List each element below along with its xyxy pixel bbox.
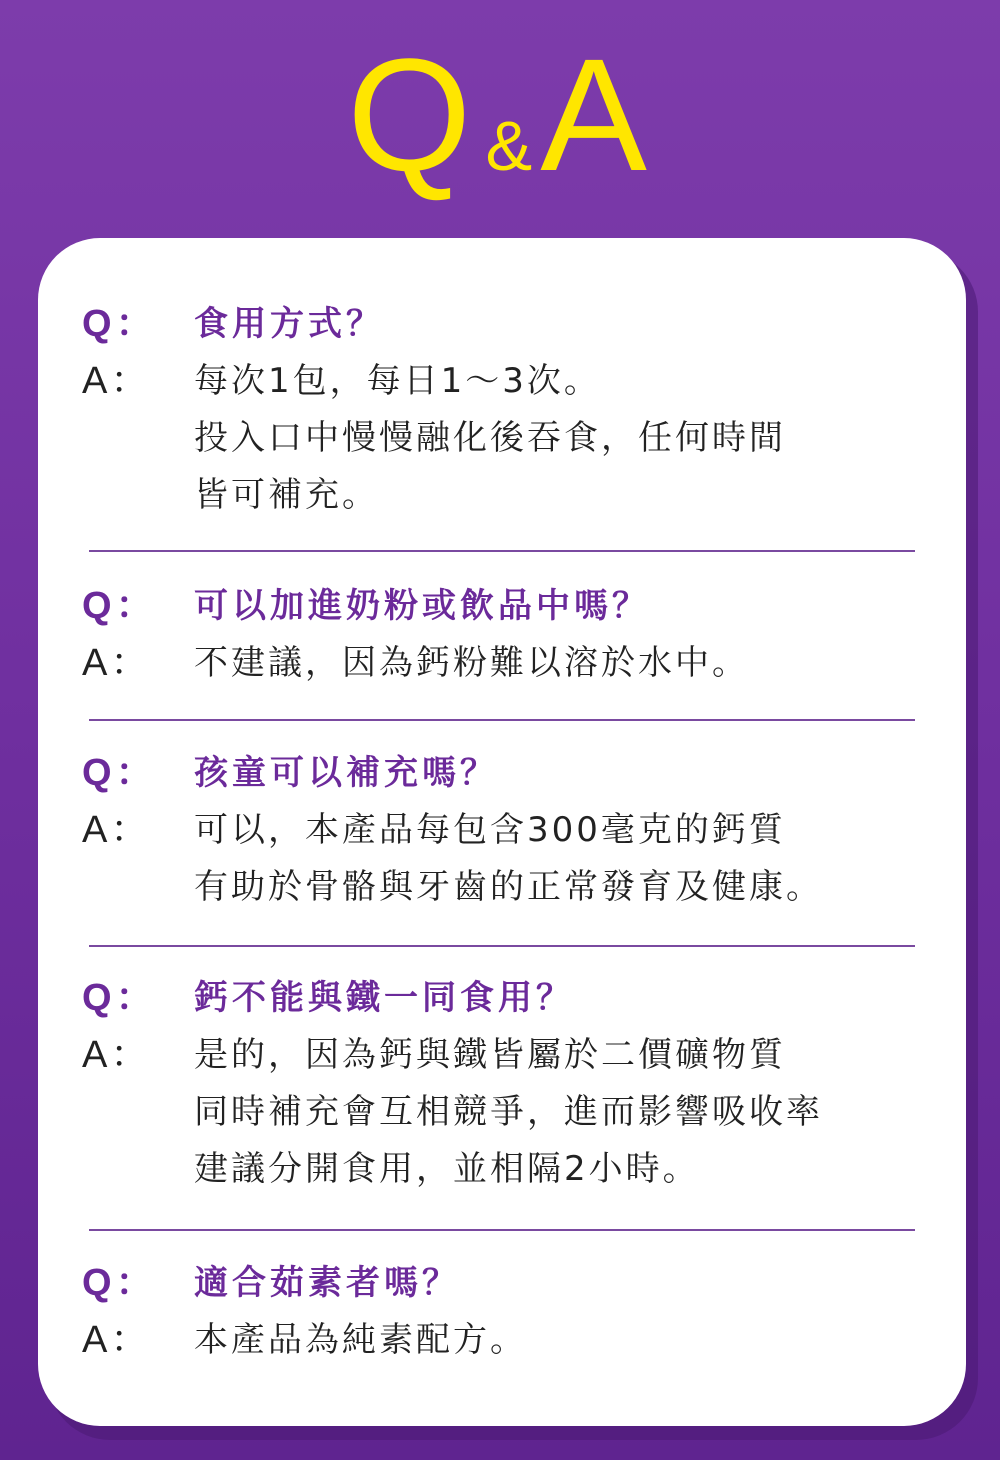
answer-prefix: A： xyxy=(82,642,152,684)
answer-text: 每次1包，每日1～3次。 xyxy=(194,361,601,401)
page-title xyxy=(0,25,1000,204)
answer-text: 不建議，因為鈣粉難以溶於水中。 xyxy=(194,643,749,683)
answer-text: 投入口中慢慢融化後吞食，任何時間 xyxy=(194,418,786,458)
question-text: 食用方式？ xyxy=(194,304,384,344)
question-line xyxy=(82,970,882,1027)
title-q: Q xyxy=(347,25,478,204)
answer-text: 皆可補充。 xyxy=(194,475,379,515)
question-prefix: Q： xyxy=(82,303,158,345)
question-text: 適合茹素者嗎？ xyxy=(194,1263,460,1303)
question-line xyxy=(82,745,882,802)
question-prefix: Q： xyxy=(82,977,158,1019)
answer-text: 建議分開食用，並相隔2小時。 xyxy=(194,1149,700,1189)
title-a: A xyxy=(540,25,653,204)
answer-text: 有助於骨骼與牙齒的正常發育及健康。 xyxy=(194,867,823,907)
question-line xyxy=(82,578,882,635)
question-text: 可以加進奶粉或飲品中嗎？ xyxy=(194,586,650,626)
answer-text: 同時補充會互相競爭，進而影響吸收率 xyxy=(194,1092,823,1132)
answer-line xyxy=(82,635,882,692)
answer-prefix: A： xyxy=(82,1034,152,1076)
divider xyxy=(89,1229,915,1231)
answer-line xyxy=(82,1027,882,1084)
title-ampersand: & xyxy=(485,107,533,185)
qa-item-mix xyxy=(82,578,882,692)
divider xyxy=(89,945,915,947)
qa-item-usage xyxy=(82,296,882,524)
qa-item-vegan xyxy=(82,1255,882,1369)
qa-item-children xyxy=(82,745,882,916)
answer-line xyxy=(82,1312,882,1369)
qa-item-iron xyxy=(82,970,882,1198)
divider xyxy=(89,719,915,721)
question-prefix: Q： xyxy=(82,1262,158,1304)
answer-line xyxy=(82,802,882,859)
question-line xyxy=(82,296,882,353)
question-line xyxy=(82,1255,882,1312)
answer-text: 本產品為純素配方。 xyxy=(194,1320,527,1360)
answer-text: 是的，因為鈣與鐵皆屬於二價礦物質 xyxy=(194,1035,786,1075)
divider xyxy=(89,550,915,552)
question-prefix: Q： xyxy=(82,752,158,794)
answer-prefix: A： xyxy=(82,1319,152,1361)
answer-text: 可以，本產品每包含300毫克的鈣質 xyxy=(194,810,786,850)
question-text: 鈣不能與鐵一同食用？ xyxy=(194,978,574,1018)
question-text: 孩童可以補充嗎？ xyxy=(194,753,498,793)
question-prefix: Q： xyxy=(82,585,158,627)
answer-prefix: A： xyxy=(82,360,152,402)
answer-line xyxy=(82,353,882,410)
answer-prefix: A： xyxy=(82,809,152,851)
